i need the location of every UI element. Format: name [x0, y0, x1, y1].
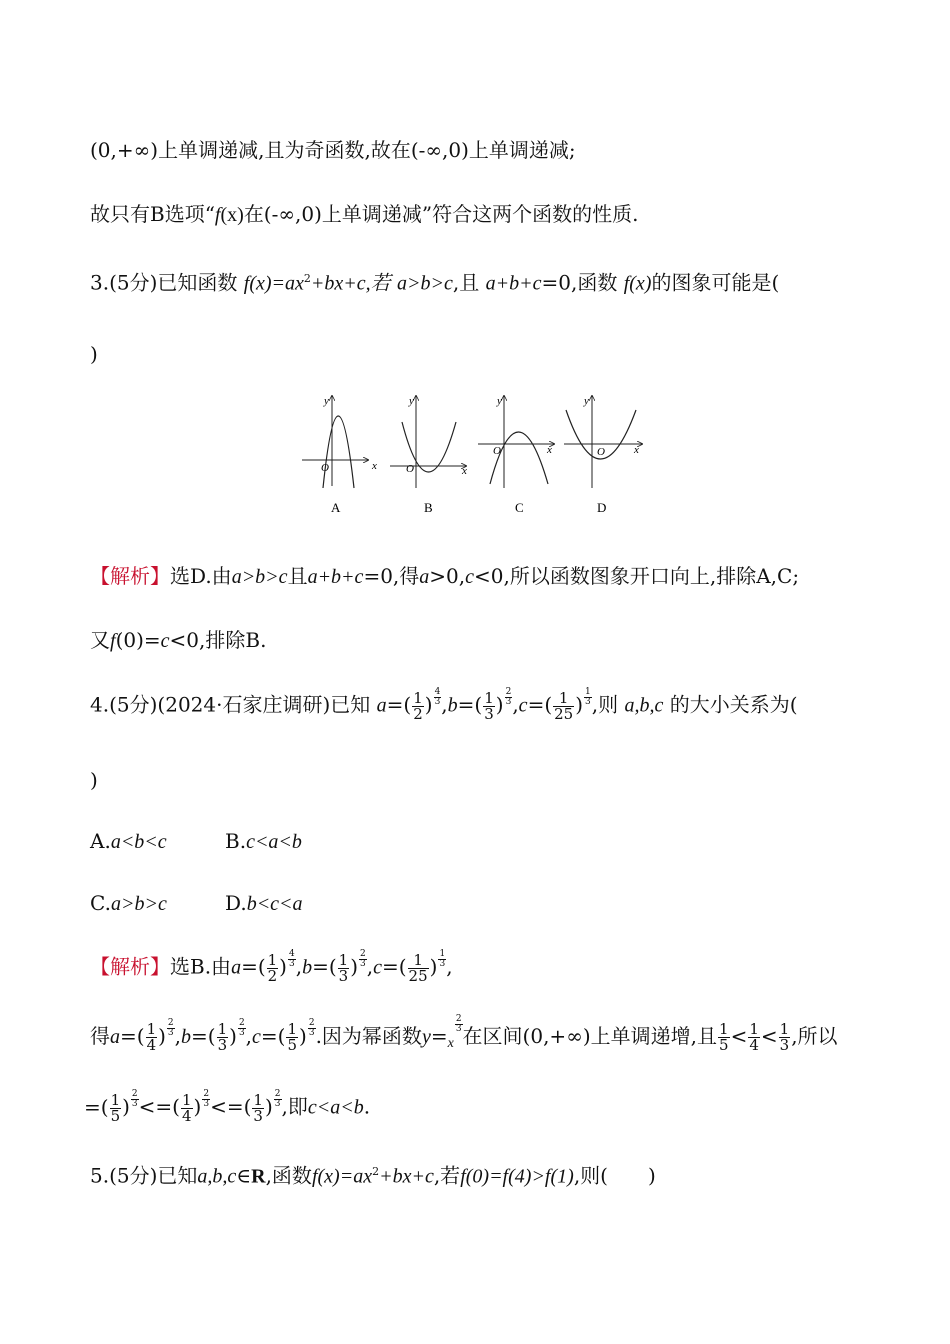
sol4-l3-lp-3: =( [226, 1094, 252, 1119]
sol4-comma-3: , [446, 954, 453, 979]
q4-frac-b-num: 1 [484, 688, 494, 707]
graph-d-y-label: y [584, 395, 589, 407]
sol4-eq-c: =( [381, 954, 407, 979]
sol3-m2: a+b+c [307, 566, 364, 588]
q5-number: 5.(5分)已知 [90, 1163, 198, 1188]
option-d-text: b<c<a [246, 893, 303, 915]
graph-a-x-label: x [372, 460, 377, 472]
sol4-final: c<a<b [307, 1096, 364, 1119]
sol3-t7: (0)= [115, 628, 161, 652]
sol4-exp-c-num: 1 [439, 949, 446, 959]
sol4-comma-1: , [295, 954, 303, 979]
question-3-close [90, 340, 860, 368]
graph-b-x-label: x [462, 465, 467, 477]
sol4-lt-1: < [730, 1024, 748, 1048]
sol3-t8: <0,排除B. [169, 628, 267, 652]
q4-abc: a,b,c [624, 694, 664, 717]
sol4-l3-exp-1-num: 2 [131, 1089, 138, 1099]
graph-b [390, 395, 467, 515]
q4-frac-c-num: 1 [553, 691, 574, 707]
q4-rp-c: ) [575, 692, 584, 717]
q4-rp-a: ) [424, 692, 433, 717]
solution-3-line-2 [90, 626, 860, 655]
sol4-l2-frac-b-num: 1 [217, 1020, 228, 1038]
q5-abc: a,b,c [197, 1165, 237, 1188]
sol4-l3-exp-3-den: 3 [274, 1099, 281, 1109]
q5-t3: ,则( [573, 1163, 608, 1188]
q4-frac-a-num: 1 [413, 688, 423, 707]
q4-close-paren: ) [90, 768, 98, 792]
sol4-l2-pre: 得 [90, 1024, 110, 1048]
sol4-cmp-1-den: 5 [719, 1036, 729, 1054]
sol3-m1: a>b>c [231, 566, 288, 588]
q3-close-paren: ) [90, 342, 98, 366]
q4-exp-c-num: 1 [585, 687, 591, 697]
q4-frac-c-den: 25 [554, 704, 574, 723]
sol4-t1: 选B.由 [170, 954, 232, 979]
sol4-l3-exp-2-num: 2 [203, 1089, 210, 1099]
line1-text: (0,+∞)上单调递减,且为奇函数,故在(-∞,0)上单调递减; [90, 138, 576, 162]
q5-close-paren: ) [647, 1163, 656, 1188]
sol4-l2-exp-a-num: 2 [167, 1018, 174, 1029]
sol4-cmp-3-den: 3 [779, 1036, 790, 1054]
q4-exp-c-den: 3 [585, 697, 591, 707]
line2-x: (x) [220, 204, 244, 226]
sol4-t4: ,所以 [791, 1024, 838, 1048]
sol4-eq-b: =( [312, 954, 337, 979]
sol4-l3-lt-1: < [138, 1094, 156, 1119]
sol4-cmp-3 [779, 1022, 791, 1053]
q4-exp-a-num: 4 [434, 687, 441, 697]
graph-d [564, 395, 642, 515]
graph-c-y-label: y [497, 395, 502, 407]
question-5 [90, 1158, 860, 1191]
sol3-m4: c [465, 566, 475, 588]
q4-comma-2: , [512, 692, 519, 717]
sol4-frac-b [338, 950, 350, 985]
graph-c-origin: O [493, 445, 501, 457]
sol3-t1: 选D.由 [170, 564, 232, 588]
sol4-t2: .因为幂函数 [315, 1024, 422, 1048]
q4-frac-c [553, 688, 574, 723]
options-row-1 [90, 827, 860, 856]
q3-rest: +bx+c,若 [310, 272, 391, 295]
q4-frac-b [483, 688, 495, 723]
q4-eq-c: =( [527, 692, 553, 717]
sol4-l2-exp-a [167, 1019, 175, 1038]
sol4-eqsign: = [430, 1024, 448, 1048]
q4-exp-b-num: 2 [505, 687, 512, 697]
sol4-l3-frac-1 [110, 1090, 122, 1125]
sol4-l2-eq-a: =( [120, 1024, 145, 1048]
sol3-t3: =0,得 [363, 564, 420, 588]
q3-tail: 的图象可能是( [651, 270, 780, 295]
sol4-comma-2: , [366, 954, 374, 979]
option-c[interactable] [90, 889, 225, 918]
sol3-m3: a [419, 566, 430, 588]
option-b[interactable] [225, 827, 360, 856]
graph-c [478, 395, 554, 515]
text-line-2 [90, 200, 860, 229]
sol4-l2-eq-b: =( [191, 1024, 216, 1048]
sol4-l2-comma-2: , [245, 1024, 253, 1048]
sol4-l2-frac-a-num: 1 [146, 1020, 157, 1038]
sol4-l3-rp-2: ) [193, 1094, 202, 1119]
sol4-b: b [302, 956, 313, 979]
sol3-m5: f [110, 630, 116, 652]
sol4-l2-a: a [110, 1026, 120, 1048]
q3-cond2: a+b+c [485, 272, 542, 295]
sol4-l2-rp-c: ) [299, 1024, 307, 1048]
solution-4-line-2 [90, 1015, 860, 1058]
sol4-l3-frac-1-num: 1 [110, 1090, 121, 1109]
option-d[interactable] [225, 889, 360, 918]
sol4-power-exp-den: 3 [455, 1024, 462, 1034]
sol4-eq-a: =( [241, 954, 266, 979]
q3-eq0: =0,函数 [541, 270, 618, 295]
solution-4 [90, 950, 860, 984]
sol4-l3-frac-1-den: 5 [110, 1106, 121, 1125]
sol4-power-exp [455, 1015, 463, 1034]
sol3-t5: <0,所以函数图象开口向上,排除A,C; [474, 564, 800, 588]
sol4-exp-a-den: 3 [288, 959, 295, 969]
option-a[interactable] [90, 827, 225, 856]
solution-3 [90, 562, 860, 591]
q4-b: b [447, 694, 458, 717]
sol4-exp-a-num: 4 [288, 949, 295, 959]
sol3-t4: >0, [429, 564, 466, 588]
sol4-l3-exp-2 [202, 1090, 210, 1109]
sol4-exp-b [359, 950, 367, 969]
graph-b-origin: O [406, 463, 414, 475]
q4-exp-b-den: 3 [505, 697, 512, 707]
q4-c: c [518, 694, 528, 717]
sol4-l2-frac-a [146, 1022, 158, 1053]
sol4-l3-exp-2-den: 3 [203, 1099, 210, 1109]
graph-b-y-label: y [409, 395, 414, 407]
q4-frac-b-den: 3 [484, 704, 494, 723]
sol4-c: c [373, 956, 382, 979]
sol4-l3-lp-2: =( [155, 1094, 180, 1119]
sol4-l3-frac-2-num: 1 [181, 1090, 192, 1109]
q3-number: 3.(5分)已知函数 [90, 270, 238, 295]
sol4-y: y [421, 1026, 431, 1048]
sol4-t5: ,即 [281, 1094, 308, 1119]
sol4-t3: 在区间(0,+∞)上单调递增,且 [462, 1024, 718, 1048]
sol4-l2-frac-a-den: 4 [146, 1036, 157, 1054]
sol4-l3-exp-1-den: 3 [131, 1099, 138, 1109]
option-a-label: A. [90, 829, 111, 853]
q4-exp-c [584, 688, 592, 707]
sol4-l3-frac-2 [181, 1090, 193, 1125]
q5-t1: ,函数 [265, 1163, 312, 1188]
sol4-frac-a-den: 2 [267, 966, 278, 985]
q4-frac-a-den: 2 [413, 704, 423, 723]
q3-mid: ,且 [452, 270, 480, 295]
sol4-l2-exp-c [308, 1019, 316, 1038]
sol4-l2-rp-a: ) [158, 1024, 166, 1048]
option-c-text: a>b>c [110, 893, 167, 915]
solution-4-tag: 【解析】 [90, 954, 170, 979]
q4-number: 4.(5分)(2024·石家庄调研)已知 [90, 692, 371, 717]
sol4-l2-exp-b-den: 3 [238, 1028, 245, 1039]
q4-frac-a [412, 688, 424, 723]
sol4-l2-frac-c-den: 5 [287, 1036, 298, 1054]
sol4-l2-exp-c-den: 3 [308, 1028, 315, 1039]
sol4-l3-exp-3 [274, 1090, 282, 1109]
q5-rest: +bx+c [379, 1165, 434, 1188]
sol4-rp-a: ) [279, 954, 287, 979]
sol4-exp-b-num: 2 [360, 949, 366, 959]
solution-tag: 【解析】 [90, 564, 170, 588]
q5-fx: f(x)=ax [311, 1165, 373, 1188]
q4-eq-a: =( [386, 692, 412, 717]
sol4-l2-exp-a-den: 3 [167, 1028, 174, 1039]
sol4-l3-exp-3-num: 2 [274, 1089, 281, 1099]
q5-cond: f(0)=f(4)>f(1) [460, 1165, 574, 1188]
line2-post: 在(-∞,0)上单调递减”符合这两个函数的性质. [243, 202, 639, 226]
q4-eq-b: =( [457, 692, 483, 717]
sol4-cmp-2 [748, 1022, 760, 1053]
q3-sup: 2 [303, 272, 311, 285]
sol4-a: a [231, 956, 242, 979]
sol4-cmp-2-den: 4 [749, 1036, 759, 1054]
graph-d-origin: O [597, 446, 605, 458]
sol3-t2: 且 [287, 564, 308, 588]
graph-a [302, 395, 377, 515]
sol4-l2-frac-b-den: 3 [217, 1036, 228, 1054]
line2-f: f [214, 204, 221, 226]
sol4-l2-exp-b [238, 1019, 246, 1038]
sol4-l2-c: c [252, 1026, 261, 1048]
sol4-l2-rp-b: ) [229, 1024, 237, 1048]
graph-a-y-label: y [324, 395, 329, 407]
graph-a-label: A [331, 500, 341, 515]
option-b-text: c<a<b [246, 831, 302, 853]
options-row-2 [90, 889, 860, 918]
q3-f: f [243, 272, 250, 295]
sol4-frac-b-den: 3 [338, 966, 349, 985]
q4-rp-b: ) [495, 692, 504, 717]
sol4-exp-b-den: 3 [360, 959, 366, 969]
q4-a: a [376, 694, 387, 717]
sol4-l3-rp-1: ) [122, 1094, 130, 1119]
sol4-exp-c-den: 3 [439, 959, 446, 969]
q4-exp-a-den: 3 [434, 697, 441, 707]
q4-comma-1: , [441, 692, 448, 717]
sol4-frac-a [267, 950, 279, 985]
sol4-l2-exp-c-num: 2 [308, 1018, 315, 1029]
sol4-l3-frac-3 [252, 1090, 264, 1125]
option-b-label: B. [225, 829, 247, 853]
q5-in: ∈ [236, 1163, 252, 1188]
q4-then: ,则 [591, 692, 619, 717]
sol4-frac-b-num: 1 [338, 950, 349, 969]
sol4-l2-exp-b-num: 2 [238, 1018, 245, 1029]
sol4-cmp-1-num: 1 [719, 1020, 729, 1038]
q4-tail: 的大小关系为( [669, 692, 798, 717]
sol4-l3-lp-1: =( [84, 1094, 109, 1119]
sol4-l3-lt-2: < [210, 1094, 227, 1119]
q5-R: R [251, 1165, 266, 1188]
sol4-lt-2: < [760, 1024, 778, 1048]
question-4 [90, 688, 860, 722]
sol4-l3-exp-1 [131, 1090, 139, 1109]
q5-sup: 2 [372, 1165, 380, 1178]
graph-c-label: C [515, 500, 524, 515]
sol4-l2-comma-1: , [174, 1024, 182, 1048]
graph-d-x-label: x [634, 444, 639, 456]
sol4-l2-eq-c: =( [260, 1024, 286, 1048]
sol4-l3-frac-3-num: 1 [253, 1090, 263, 1109]
sol4-frac-a-num: 1 [267, 950, 278, 969]
sol4-l3-frac-3-den: 3 [253, 1106, 263, 1125]
sol4-l3-frac-2-den: 4 [181, 1106, 192, 1125]
graph-d-label: D [597, 500, 607, 515]
option-c-label: C. [90, 891, 111, 915]
sol4-exp-a [288, 950, 296, 969]
sol4-cmp-1 [718, 1022, 730, 1053]
sol4-frac-c [408, 950, 429, 985]
sol4-cmp-3-num: 1 [779, 1020, 790, 1038]
parabola-figure [296, 388, 656, 518]
q5-t2: ,若 [433, 1163, 461, 1188]
sol4-power-exp-num: 2 [455, 1014, 462, 1024]
question-4-close [90, 766, 860, 794]
sol4-frac-c-num: 1 [408, 953, 429, 969]
sol4-cmp-2-num: 1 [749, 1020, 759, 1038]
option-a-text: a<b<c [110, 831, 167, 853]
sol4-rp-c: ) [429, 954, 438, 979]
q3-cond1: a>b>c [397, 272, 453, 295]
sol4-x: x [447, 1036, 454, 1051]
sol4-l2-b: b [181, 1026, 192, 1048]
q3-fx: (x)=ax [249, 272, 304, 295]
text-line-1 [90, 136, 860, 164]
graph-c-x-label: x [547, 444, 552, 456]
option-d-label: D. [225, 891, 247, 915]
sol4-l2-frac-c [286, 1022, 298, 1053]
sol4-l2-frac-c-num: 1 [287, 1020, 298, 1038]
graphs-svg [296, 388, 656, 518]
sol4-rp-b: ) [350, 954, 358, 979]
sol4-frac-c-den: 25 [408, 966, 428, 985]
sol3-m6: c [160, 630, 170, 652]
sol4-l2-frac-b [217, 1022, 229, 1053]
sol4-dot: . [363, 1094, 371, 1119]
question-3 [90, 265, 860, 298]
graph-a-origin: O [321, 462, 329, 474]
sol4-l3-rp-3: ) [264, 1094, 273, 1119]
q3-f2: f(x) [623, 272, 652, 295]
line2-pre: 故只有B选项“ [90, 202, 215, 226]
graph-b-label: B [424, 500, 433, 515]
sol3-t6: 又 [90, 628, 110, 652]
solution-4-line-3 [84, 1089, 860, 1125]
